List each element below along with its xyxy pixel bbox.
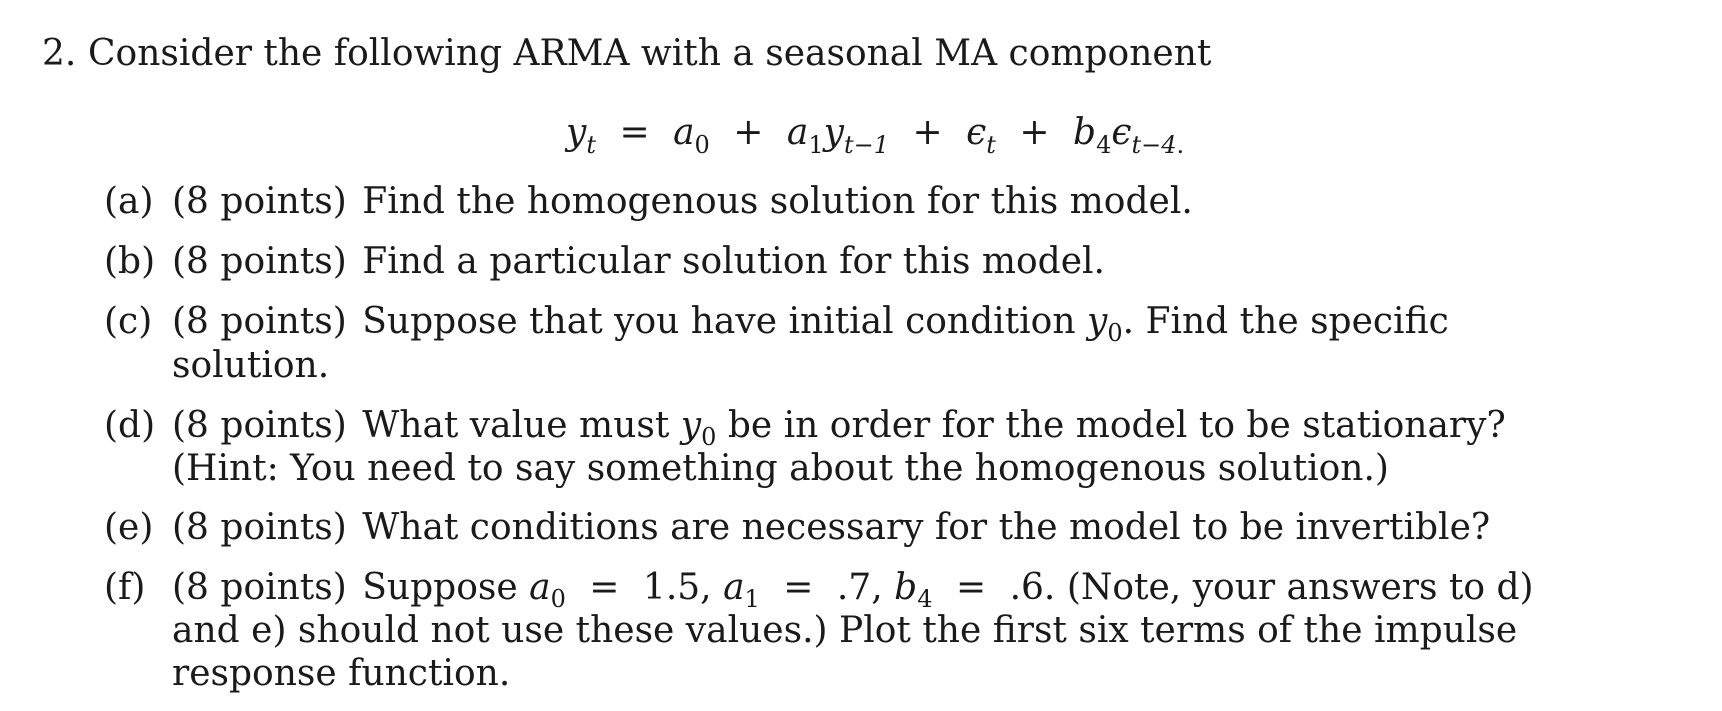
item-f-a1-sub: 1	[744, 585, 760, 613]
item-f-b4-letter: b	[894, 567, 918, 608]
item-f-a0	[529, 567, 566, 613]
item-c-var-letter: y	[1086, 301, 1108, 342]
item-f-text-after: (Note, your answers to d) and e) should not use these values.) Plot the first six terms of the impulse response function.	[172, 567, 1534, 694]
question-item-b	[104, 240, 1574, 284]
item-b-label: (b)	[104, 241, 156, 282]
question-item-d	[104, 404, 1574, 490]
item-c-text-before: Suppose that you have initial condition	[362, 301, 1076, 342]
question-item-e	[104, 506, 1574, 550]
eq-equals: =	[619, 112, 650, 153]
item-d-points: (8 points)	[172, 405, 347, 446]
item-b-points: (8 points)	[172, 241, 347, 282]
eq-y: y	[823, 112, 844, 153]
question-item-f	[104, 566, 1574, 695]
problem-header	[42, 30, 1211, 78]
item-f-suppose: Suppose	[362, 567, 518, 608]
item-a-text: Find the homogenous solution for this model.	[362, 181, 1193, 222]
problem-intro: Consider the following ARMA with a seasonal MA component	[88, 33, 1212, 74]
item-a-label: (a)	[104, 181, 154, 222]
item-c-points: (8 points)	[172, 301, 347, 342]
question-item-a	[104, 180, 1574, 224]
problem-number: 2.	[42, 33, 77, 74]
eq-eps: ϵ	[966, 112, 987, 153]
eq-a0-sub: 0	[694, 131, 710, 159]
item-d-text-after: be in order for the model to be stationary? (Hint: You need to say something about the homogenous solution.)	[172, 405, 1506, 489]
eq-lhs-sub: t	[586, 131, 596, 159]
item-e-text: What conditions are necessary for the model to be invertible?	[362, 507, 1491, 548]
item-d-var-sub: 0	[701, 423, 717, 451]
item-c-label: (c)	[104, 301, 153, 342]
eq-b4: b	[1073, 112, 1097, 153]
item-f-a0-sub: 0	[550, 585, 566, 613]
item-f-b4-sub: 4	[917, 585, 933, 613]
item-c-var-sub: 0	[1107, 319, 1123, 347]
item-f-eq-2: =	[783, 567, 814, 608]
eq-plus-2: +	[912, 112, 943, 153]
eq-a0: a	[673, 112, 695, 153]
item-e-points: (8 points)	[172, 507, 347, 548]
eq-eps-sub: t	[986, 131, 996, 159]
item-f-a0-letter: a	[529, 567, 551, 608]
eq-b4-sub: 4	[1096, 131, 1112, 159]
item-e-label: (e)	[104, 507, 154, 548]
arma-equation	[566, 108, 1184, 158]
item-f-b4	[894, 567, 933, 613]
item-d-label: (d)	[104, 405, 156, 446]
item-f-b4-val: .6.	[1009, 567, 1056, 608]
eq-plus-1: +	[733, 112, 764, 153]
item-f-eq-1: =	[589, 567, 620, 608]
eq-lhs-var: y	[566, 112, 587, 153]
item-f-a1-letter: a	[723, 567, 745, 608]
question-item-c	[104, 300, 1574, 388]
question-list	[104, 180, 1574, 711]
item-d-var-letter: y	[680, 405, 702, 446]
eq-eps2-sub: t−4	[1131, 131, 1177, 159]
item-b-text: Find a particular solution for this model.	[362, 241, 1105, 282]
item-f-label: (f)	[104, 567, 146, 608]
eq-y-sub: t−1	[844, 131, 890, 159]
eq-end: .	[1176, 131, 1185, 159]
item-c-var	[1086, 301, 1123, 347]
eq-a1: a	[786, 112, 809, 153]
item-f-a1-val: .7,	[836, 567, 883, 608]
item-d-text-before: What value must	[362, 405, 670, 446]
eq-eps2: ϵ	[1111, 112, 1132, 153]
item-f-a0-val: 1.5,	[642, 567, 712, 608]
item-d-var	[680, 405, 717, 451]
eq-a1-sub: 1	[808, 131, 824, 159]
item-a-points: (8 points)	[172, 181, 347, 222]
item-f-a1	[723, 567, 760, 613]
eq-plus-3: +	[1019, 112, 1050, 153]
item-f-points: (8 points)	[172, 567, 347, 608]
item-c-text-after: . Find the specific solution.	[172, 301, 1449, 386]
item-f-eq-3: =	[955, 567, 987, 608]
